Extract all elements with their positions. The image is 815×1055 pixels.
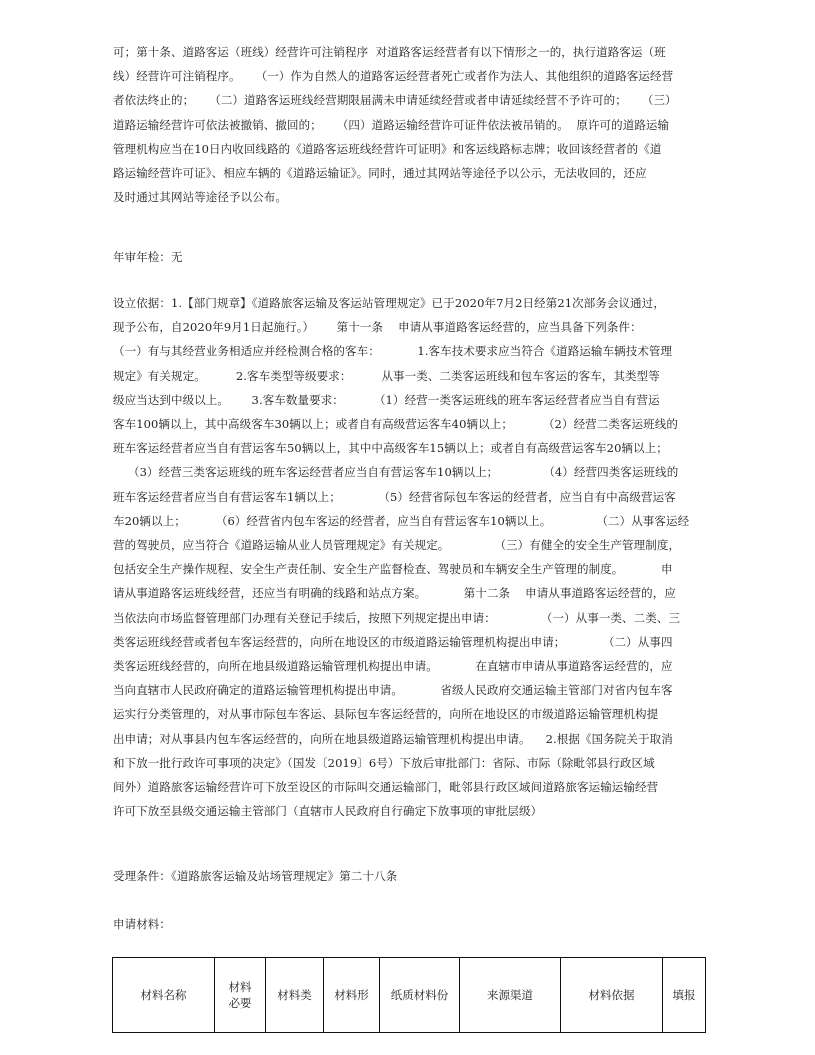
table-header-label: 必要 (228, 996, 252, 1010)
table-header-label: 纸质材料份 (390, 988, 449, 1002)
acceptance-conditions-paragraph (113, 864, 703, 888)
text-line: 许可下放至县级交通运输主管部门（直辖市人民政府自行确定下放事项的审批层级） (113, 804, 543, 819)
table-header-cell (460, 958, 561, 1033)
application-materials-heading (113, 912, 703, 936)
materials-table-header-row (113, 958, 706, 1033)
table-header-label: 材料 (228, 980, 252, 994)
table-header-cell (113, 958, 215, 1033)
table-header-cell (266, 958, 324, 1033)
text-line: 规定》有关规定。 2.客车类型等级要求： 从事一类、二类客运班线和包车客运的客车，其类型等 (113, 368, 660, 383)
text-line: 出申请；对从事县内包车客运经营的，向所在地县级道路运输管理机构提出申请。 2.根据《国务院关于取消 (113, 731, 673, 746)
text-line: 类客运班线经营的，向所在地县级道路运输管理机构提出申请。 在直辖市申请从事道路客运经营的，应 (113, 659, 673, 674)
table-header-cell (663, 958, 706, 1033)
text-line: 可；第十条、道路客运（班线）经营许可注销程序 对道路客运经营者有以下情形之一的，执行道路客运（班 (113, 45, 666, 59)
table-header-label: 来源渠道 (487, 988, 533, 1002)
text-line: 道路运输经营许可依法被撤销、撤回的； （四）道路运输经营许可证件依法被吊销的。 原许可的道路运输 (113, 117, 670, 132)
text-line: 包括安全生产操作规程、安全生产责任制、安全生产监督检查、驾驶员和车辆安全生产管理的制度。 申 (113, 562, 673, 577)
text-line: 客车100辆以上，其中高级客车30辆以上；或者自有高级营运客车40辆以上； （2）经营二类客运班线的 (113, 417, 678, 432)
revocation-procedure-paragraph (113, 40, 703, 209)
table-header-cell (324, 958, 380, 1033)
legal-basis-paragraph (113, 291, 703, 823)
text-line: 运实行分类管理的，对从事市际包车客运、县际包车客运经营的，向所在地设区的市级道路运输管理机构提 (113, 707, 659, 722)
table-header-cell (380, 958, 460, 1033)
text-line: 线）经营许可注销程序。 （一）作为自然人的道路客运经营者死亡或者作为法人、其他组织的道路客运经营 (113, 69, 674, 84)
text-line: 类客运班线经营或者包车客运经营的，向所在地设区的市级道路运输管理机构提出申请； （二）从事四 (113, 634, 673, 649)
text-line: 班车客运经营者应当自有营运客车1辆以上； （5）经营省际包车客运的经营者，应当自有中高级营运客 (113, 489, 676, 504)
text-line: 级应当达到中级以上。 3.客车数量要求： （1）经营一类客运班线的班车客运经营者应当自有营运 (113, 392, 660, 407)
table-header-label: 材料类 (277, 988, 312, 1002)
annual-inspection-paragraph (113, 245, 703, 269)
text-line: 现予公布，自2020年9月1日起施行。） 第十一条 申请从事道路客运经营的，应当具备下列条件： (113, 320, 642, 335)
text-line: 当依法向市场监督管理部门办理有关登记手续后，按照下列规定提出申请： （一）从事一类、二类、三 (113, 610, 681, 625)
text-line: 当向直辖市人民政府确定的道路运输管理机构提出申请。 省级人民政府交通运输主管部门对省内包车客 (113, 683, 673, 698)
text-line: 受理条件：《道路旅客运输及站场管理规定》第二十八条 (113, 869, 398, 883)
text-line: （一）有与其经营业务相适应并经检测合格的客车： 1.客车技术要求应当符合《道路运输车辆技术管理 (113, 344, 673, 359)
table-header-label: 填报 (672, 988, 696, 1002)
text-line: 请从事道路客运班线经营，还应当有明确的线路和站点方案。 第十二条 申请从事道路客运经营的，应 (113, 586, 676, 601)
materials-table (112, 957, 706, 1033)
table-header-cell (215, 958, 266, 1033)
text-line: 及时通过其网站等途径予以公布。 (113, 190, 287, 205)
text-line: 路运输经营许可证》、相应车辆的《道路运输证》。同时，通过其网站等途径予以公示，无法收回的，还应 (113, 166, 647, 181)
text-line: （3）经营三类客运班线的班车客运经营者应当自有营运客车10辆以上； （4）经营四类客运班线的 (113, 465, 679, 480)
text-line: 班车客运经营者应当自有营运客车50辆以上，其中中高级客车15辆以上；或者自有高级营运客车20辆以上； (113, 441, 668, 456)
table-header-label: 材料依据 (588, 988, 635, 1002)
text-line: 年审年检：无 (113, 250, 183, 264)
text-line: 申请材料： (113, 917, 171, 931)
text-line: 间外）道路旅客运输经营许可下放至设区的市际叫交通运输部门，毗邻县行政区域间道路旅客运输运输经营 (113, 780, 659, 795)
text-line: 营的驾驶员，应当符合《道路运输从业人员管理规定》有关规定。 （三）有健全的安全生产管理制度， (113, 538, 681, 553)
text-line: 车20辆以上； （6）经营省内包车客运的经营者，应当自有营运客车10辆以上。 （二）从事客运经 (113, 513, 690, 528)
text-line: 管理机构应当在10日内收回线路的《道路客运班线经营许可证明》和客运线路标志牌；收回该经营者的《道 (113, 141, 662, 156)
text-line: 者依法终止的； （二）道路客运班线经营期限届满未申请延续经营或者申请延续经营不予许可的； （三） (113, 93, 677, 108)
table-header-label: 材料形 (334, 988, 369, 1002)
text-line: 设立依据：1.【部门规章】《道路旅客运输及客运站管理规定》已于2020年7月2日经第21次部务会议通过， (113, 296, 665, 310)
table-header-label: 材料名称 (140, 988, 187, 1002)
table-header-cell (561, 958, 663, 1033)
text-line: 和下放一批行政许可事项的决定》（国发〔2019〕6号）下放后审批部门：省际、市际（除毗邻县行政区域 (113, 755, 655, 770)
